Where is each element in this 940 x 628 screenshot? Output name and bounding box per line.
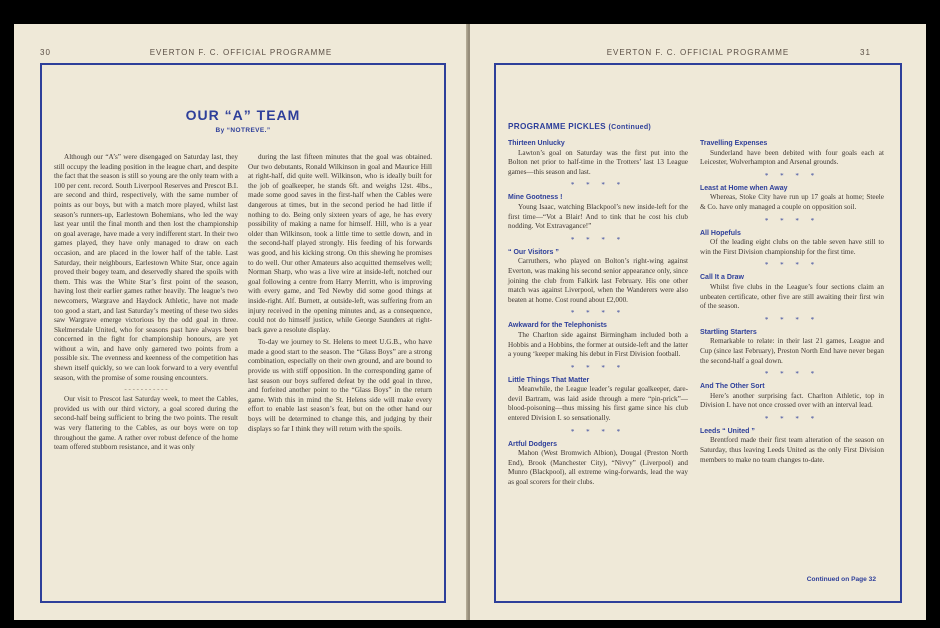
right-page-header [470, 48, 926, 62]
paragraph: To-day we journey to St. Helens to meet U.G.B., who have made a good start to the season. The “Glass Boys” are a strong combination, especially on their own ground, and are bound to provide us with stiff opposition. In the corresponding game of last season our boys suffered defeat by the odd goal in three, and forfeited another point to the “Glass Boys” in the return game. With this in mind the St. Helens side will make every effort to enable last season’s feat, but on the other hand our boys will be determined to change this, and judging by their displays so far I think they will return with the spoils. [248, 338, 432, 433]
left-running-title: EVERTON F. C. OFFICIAL PROGRAMME [149, 48, 333, 57]
pickle-heading: Least at Home when Away [700, 184, 788, 192]
pickle-item [700, 229, 884, 258]
pickle-text: Carruthers, who played on Bolton’s right-wing against Everton, was making his second senior appearance only, since joining the club from Falkirk last February. His one other match was against Liverpool, when the Wanderers were also beaten at home. Cost round about £2,000. [508, 257, 688, 304]
pickle-text: Mahon (West Bromwich Albion), Dougal (Preston North End), Brook (Manchester City), “Nivvy” (Liverpool) and Munro (Blackpool), all extreme wing-forwards, lead the way as goal scorers for their clubs. [508, 449, 688, 487]
pickle-heading: All Hopefuls [700, 229, 741, 237]
pickle-item [508, 248, 688, 306]
pickle-heading: Startling Starters [700, 328, 757, 336]
continued-note: Continued on Page 32 [806, 576, 876, 583]
pickle-text: Young Isaac, watching Blackpool’s new inside-left for the first time—“Vot a Blair! And to tink that he cost his club nodding. Vot Extravagance!” [508, 202, 688, 231]
pickle-item [508, 321, 688, 359]
pickle-item [508, 440, 688, 488]
pickle-item [700, 328, 884, 366]
star-divider: * * * * [764, 171, 820, 180]
pickle-text: Sunderland have been debited with four goals each at Leicester, Wolverhampton and Arsenal grounds. [700, 148, 884, 167]
pickle-heading: Thirteen Unlucky [508, 140, 565, 147]
pickle-text: Brentford made their first team alteration of the season on Saturday, thus leaving Leeds United as the only First Division members to make no team changes to-date. [700, 436, 884, 464]
pickle-heading: “ Our Visitors ” [508, 248, 559, 256]
right-running-title: EVERTON F. C. OFFICIAL PROGRAMME [606, 48, 790, 57]
left-column-1 [54, 153, 238, 453]
right-page [470, 24, 926, 620]
pickle-heading: Travelling Expenses [700, 140, 768, 147]
left-page-border [40, 63, 446, 603]
pickle-item [508, 193, 688, 231]
programme-spread [14, 24, 926, 620]
right-page-border [494, 63, 902, 603]
pickle-text: Of the leading eight clubs on the table seven have still to win the First Division championship for the first time. [700, 238, 884, 256]
section-title-text: PROGRAMME PICKLES [508, 122, 606, 131]
left-page [14, 24, 468, 620]
right-page-number: 31 [860, 48, 871, 57]
star-divider: * * * * [570, 181, 626, 190]
section-title [508, 122, 651, 131]
pickle-text: The Charlton side against Birmingham included both a Hobbis and a Hobbins, the former at outside-left and the latter a young ‘keeper making his debut in First Division football. [508, 330, 688, 359]
star-divider: * * * * [764, 315, 820, 324]
right-column-2 [700, 136, 884, 465]
star-divider: * * * * [570, 363, 626, 372]
section-title-suffix: (Continued) [608, 124, 652, 131]
star-divider: * * * * [764, 414, 820, 423]
right-column-1 [508, 136, 688, 488]
pickle-heading: Little Things That Matter [508, 376, 590, 384]
pickle-heading: And The Other Sort [700, 383, 765, 391]
left-column-2 [248, 153, 432, 434]
left-page-number: 30 [40, 48, 51, 57]
pickle-heading: Awkward for the Telephonists [508, 322, 607, 330]
pickle-item [700, 273, 884, 311]
pickle-text: Meanwhile, the League leader’s regular goalkeeper, dare-devil Bartram, was laid aside through a mere “pin-prick”—blood-poisoning—thus missing his first game since his club entered Division I. so sensationally. [508, 385, 688, 423]
pickle-text: Lawton’s goal on Saturday was the first put into the Bolton net prior to half-time in the Trotters’ last 13 League games—this season and last. [508, 148, 688, 176]
pickle-item [700, 427, 884, 465]
pickle-item [508, 139, 688, 177]
pickle-text: Remarkable to relate: in their last 21 games, League and Cup (since last February), Preston North End have never began the second-half a goal down. [700, 337, 884, 365]
pickle-item [508, 376, 688, 424]
left-page-header [14, 48, 468, 62]
star-divider: * * * * [570, 235, 626, 244]
pickle-item [700, 184, 884, 213]
pickle-item [700, 139, 884, 168]
article-byline: By “NOTREVE.” [215, 127, 271, 134]
star-divider: * * * * [764, 370, 820, 379]
pickle-heading: Artful Dodgers [508, 440, 557, 448]
star-divider: * * * * [764, 216, 820, 225]
paragraph: Our visit to Prescot last Saturday week, to meet the Cables, provided us with our third victory, a goal scored during the second-half being sufficient to bring the two points. The result was very flattering to the Cables, as our boys were on top throughout the game. A rather over robust defence of the home team offered stubborn resistance, and it was only [54, 395, 238, 452]
pickle-text: Here’s another surprising fact. Charlton Athletic, top in Division I. have not once crossed over with an interval lead. [700, 391, 884, 410]
article-title: OUR “A” TEAM [185, 107, 301, 123]
paragraph: during the last fifteen minutes that the goal was obtained. Our two debutants, Ronald Wilkinson in goal and Maurice Hill at right-half, did quite well. Wilkinson, who is ideally built for the job of goalkeeper, he stands 6ft. and weighs 12st. 4lbs., made some good saves in the first-half when the Cables were dangerous at times, but in the second period he had little if nothing to do. Being only sixteen years of age, he has every possibility of making a name for himself. Hill, who is a year older than Wilkinson, took a little time to settle down, and in the second-half played strongly. His feeding of his forwards was good, and his kicking strong. On this shewing he promises to do well. Our other Amateurs also acquitted themselves well; Norman Sharp, who was a live wire at inside-left, notched our goal following a centre from Harry Merritt, who is improving with every game, and Ted Newby did some good things at inside-right. Alf. Burnett, at outside-left, was suffering from an injury received in the opening minutes and, as a consequence, could not do himself justice, while George Saunders at right-back gave a resolute display. [248, 153, 432, 334]
pickle-heading: Leeds “ United ” [700, 427, 755, 435]
section-divider: - - - - - - - - - - - [124, 385, 168, 394]
pickle-item [700, 382, 884, 411]
pickle-heading: Call It a Draw [700, 274, 744, 282]
star-divider: * * * * [570, 427, 626, 436]
paragraph: Although our “A’s” were disengaged on Saturday last, they still occupy the leading position in the league chart, and despite the fact that the season is still so young are the only team with a 100 per cent. record. South Liverpool Reserves and Prescot B.I. are second and third, respectively, with the same number of points as our boys, but with a match more played, whilst last season’s runners-up, Earlestown Bohemians, who led the way last year until the final month and then lost the championship on goal average, have made a very indifferent start. In their two games played, they have only managed to draw on each occasion, and are placed in the lower half of the table. Last Saturday, their neighbours, Earlestown White Star, once again proved their bogey team, and deservedly shared the spoils with them. This was the White Star’s first point of the season, having lost their earlier games rather heavily. The league’s two newcomers, Wargrave and Haydock Athletic, have not made too good a start, and last Saturday’s meeting of these two sides saw Wargrave emerge victorious by the odd goal in three. Skelmersdale United, who for seasons past have always been concerned in the fight for championship honours, are yet without a win, and have only garnered two points from a possible six. The evenness and keenness of the competition has shewn itself quickly, so we can look forward to a very eventful season, with the promise of some rousing encounters. [54, 153, 238, 382]
pickle-text: Whereas, Stoke City have run up 17 goals at home; Steele & Co. have only managed a couple on opposition soil. [700, 193, 884, 211]
pickle-heading: Mine Gootness ! [508, 194, 563, 202]
star-divider: * * * * [764, 261, 820, 270]
star-divider: * * * * [570, 309, 626, 318]
pickle-text: Whilst five clubs in the League’s four sections claim an unbeaten certificate, other five are still awaiting their first win of the season. [700, 282, 884, 311]
